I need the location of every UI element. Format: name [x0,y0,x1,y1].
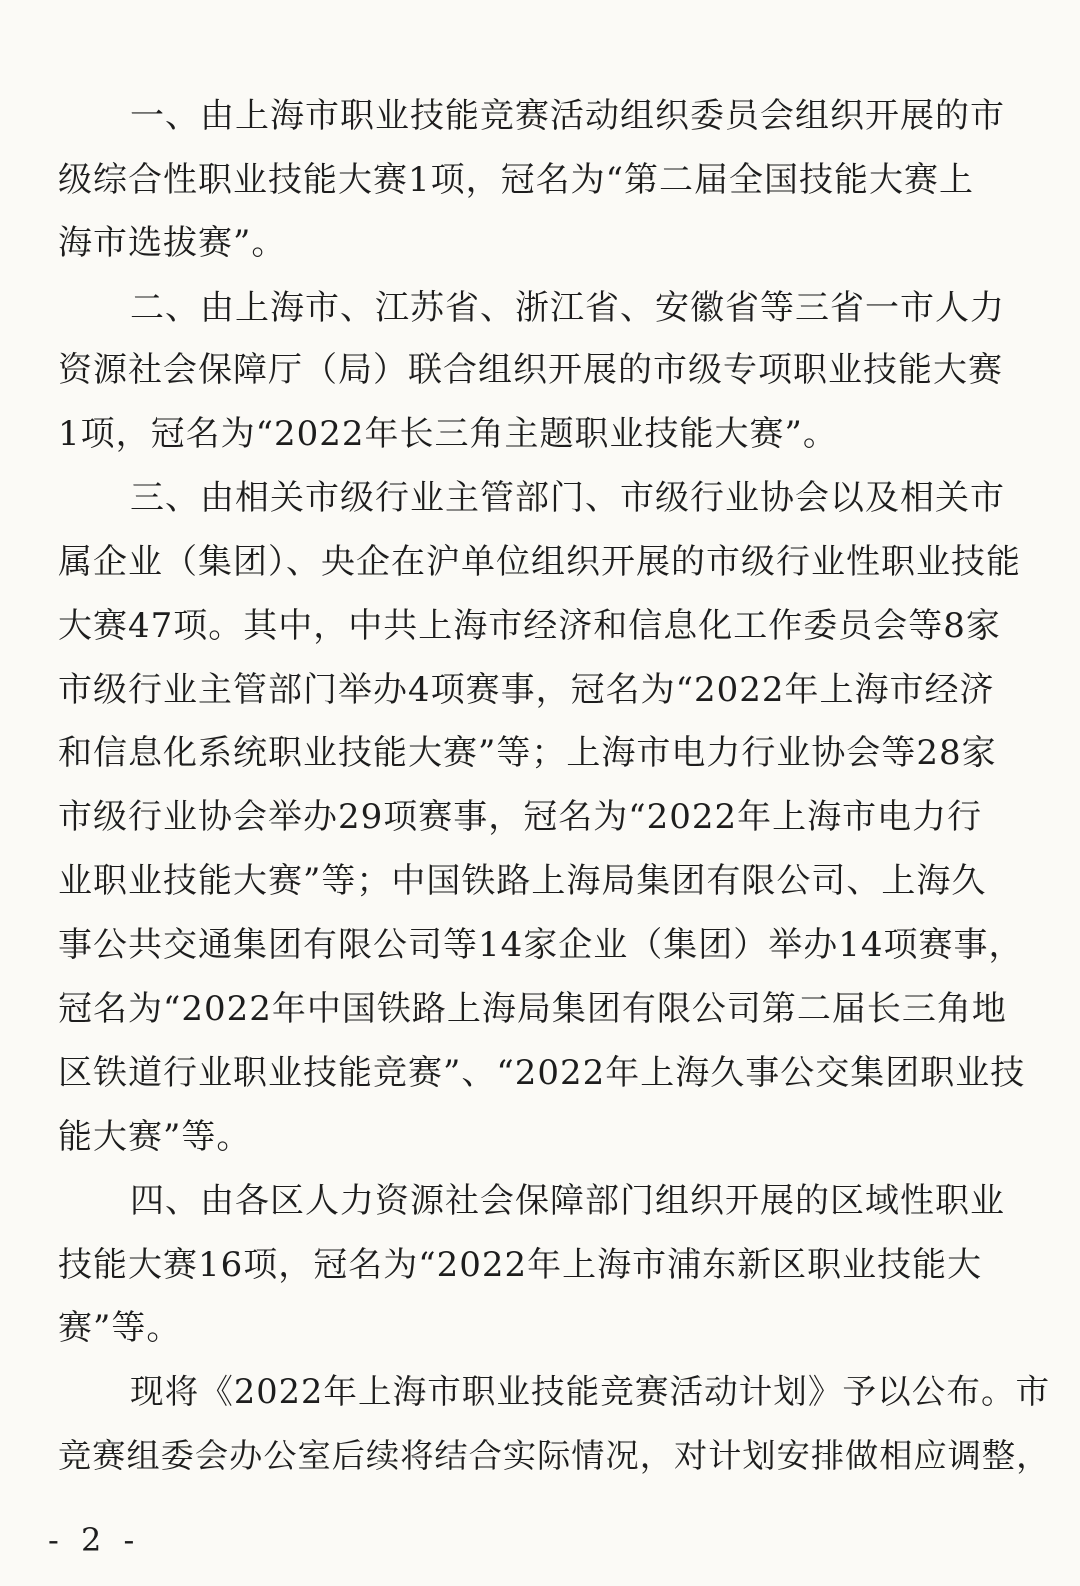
paragraph-2-line-3: 1项，冠名为“2022年长三角主题职业技能大赛”。 [58,414,838,454]
paragraph-3-line-8: 事公共交通集团有限公司等14家企业（集团）举办14项赛事， [58,925,1024,965]
paragraph-3-line-2: 属企业（集团）、央企在沪单位组织开展的市级行业性职业技能 [58,542,1021,582]
paragraph-3-line-7: 业职业技能大赛”等；中国铁路上海局集团有限公司、上海久 [58,861,987,901]
paragraph-4-line-3: 赛”等。 [58,1308,182,1348]
paragraph-3-line-4: 市级行业主管部门举办4项赛事，冠名为“2022年上海市经济 [58,670,995,710]
paragraph-1-line-3: 海市选拔赛”。 [58,223,287,263]
paragraph-3-line-11: 能大赛”等。 [58,1117,252,1157]
paragraph-3-line-1: 三、由相关市级行业主管部门、市级行业协会以及相关市 [130,478,1005,518]
paragraph-3-line-5: 和信息化系统职业技能大赛”等；上海市电力行业协会等28家 [58,733,997,773]
paragraph-4-line-2: 技能大赛16项，冠名为“2022年上海市浦东新区职业技能大 [58,1245,983,1285]
paragraph-5-line-2: 竞赛组委会办公室后续将结合实际情况，对计划安排做相应调整， [58,1436,1051,1475]
paragraph-5-line-1: 现将《2022年上海市职业技能竞赛活动计划》予以公布。市 [130,1372,1051,1411]
paragraph-3-line-10: 区铁道行业职业技能竞赛”、“2022年上海久事公交集团职业技 [58,1053,1026,1093]
page-number: - 2 - [48,1521,141,1559]
paragraph-1-line-1: 一、由上海市职业技能竞赛活动组织委员会组织开展的市 [130,96,1005,136]
paragraph-3-line-9: 冠名为“2022年中国铁路上海局集团有限公司第二届长三角地 [58,989,1007,1029]
paragraph-2-line-2: 资源社会保障厅（局）联合组织开展的市级专项职业技能大赛 [58,350,1003,390]
paragraph-2-line-1: 二、由上海市、江苏省、浙江省、安徽省等三省一市人力 [130,288,1005,328]
paragraph-3-line-6: 市级行业协会举办29项赛事，冠名为“2022年上海市电力行 [58,797,983,837]
paragraph-4-line-1: 四、由各区人力资源社会保障部门组织开展的区域性职业 [130,1181,1005,1221]
paragraph-3-line-3: 大赛47项。其中，中共上海市经济和信息化工作委员会等8家 [58,606,1001,646]
paragraph-1-line-2: 级综合性职业技能大赛1项，冠名为“第二届全国技能大赛上 [58,160,975,200]
